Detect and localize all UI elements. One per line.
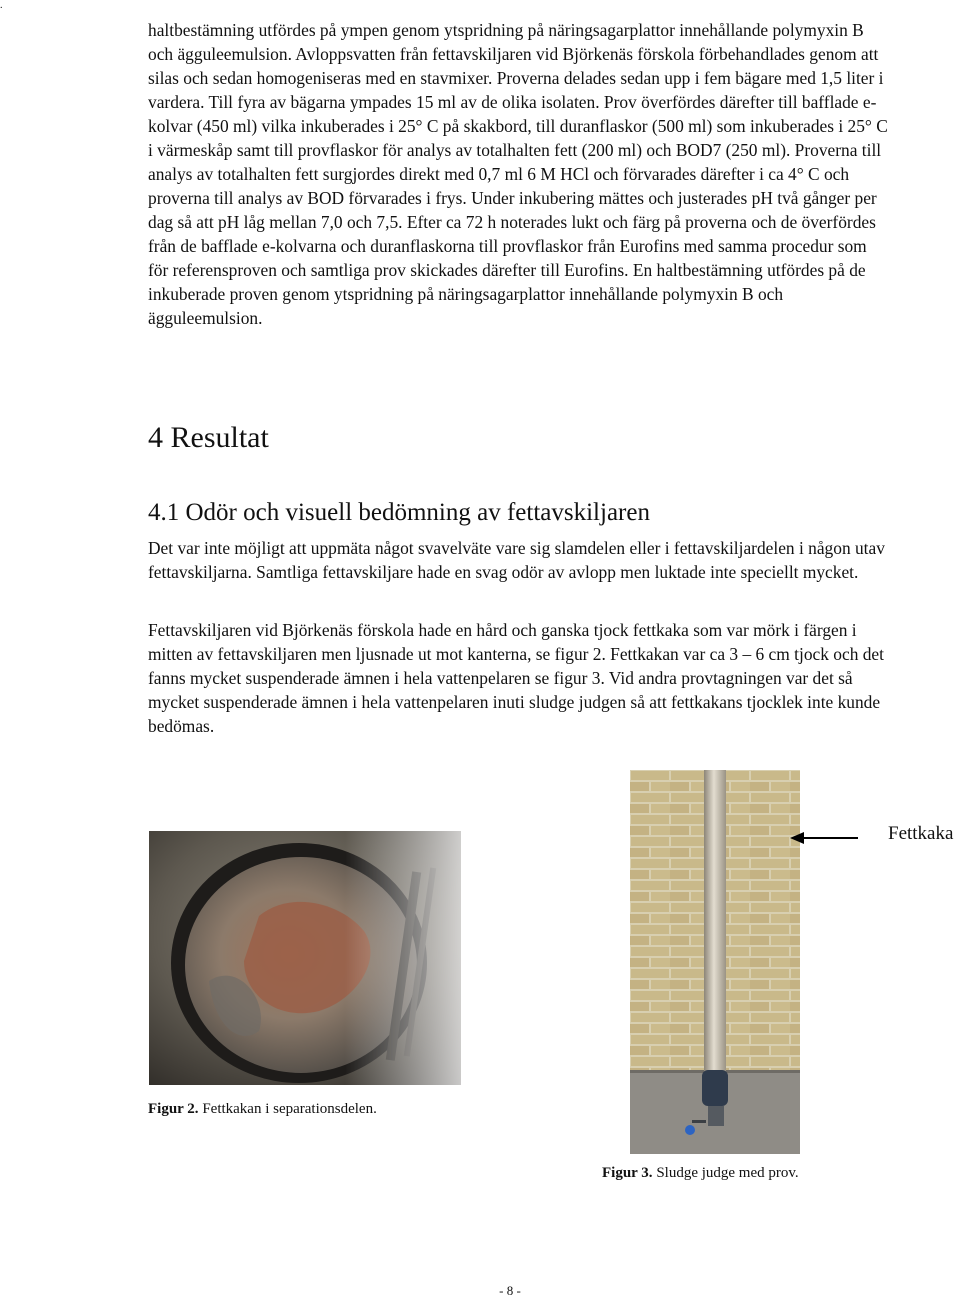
figure-3-label: Figur 3.	[602, 1165, 653, 1181]
figure-3-text: Sludge judge med prov.	[652, 1165, 799, 1181]
section-heading: 4 Resultat	[148, 421, 269, 454]
intro-paragraph: haltbestämning utfördes på ympen genom ytspridning på näringsagarplattor innehållande polymyxin B och ägguleemulsion. Avloppsvatten från fettavskiljaren vid Björkenäs förskola förbehandlades genom att silas och sedan homogeniseras med en stavmixer. Proverna delades sedan upp i fem bägare med 1,5 liter i vardera. Till fyra av bägarna ympades 15 ml av de olika isolaten. Prov överfördes därefter till bafflade e-kolvar (450 ml) vilka inkuberades i 25° C på skakbord, till duranflaskor (500 ml) som inkuberades i 25° C i värmeskåp samt till provflaskor för analys av totalhalten fett (200 ml) och BOD7 (250 ml). Proverna till analys av totalhalten fett surgjordes direkt med 0,7 ml 6 M HCl och förvarades därefter i ca 4° C och proverna till analys av BOD förvarades i frys. Under inkubering mättes och justerades pH två gånger per dag så att pH låg mellan 7,0 och 7,5. Efter ca 72 h noterades lukt och färg på proverna och de överfördes från de bafflade e-kolvarna och duranflaskorna till provflaskor från Eurofins med samma procedur som för referensproven och samtliga prov skickades därefter till Eurofins. En haltbestämning utfördes på de inkuberade proven genom ytspridning på näringsagarplattor innehållande polymyxin B och ägguleemulsion.	[148, 20, 888, 328]
figure-3-photo	[630, 770, 800, 1154]
figure-2-caption	[148, 1099, 377, 1119]
figure-2-text: Fettkakan i separationsdelen.	[198, 1101, 377, 1117]
page-number: - 8 -	[499, 1283, 521, 1298]
corner-mark: .	[0, 0, 3, 11]
figure-2-photo	[149, 831, 461, 1085]
figure-3-caption	[602, 1163, 799, 1183]
subsection-heading: 4.1 Odör och visuell bedömning av fettavskiljaren	[148, 499, 650, 526]
fettkaka-paragraph: Fettavskiljaren vid Björkenäs förskola hade en hård och ganska tjock fettkaka som var mörk i färgen i mitten av fettavskiljaren men ljusnade ut mot kanterna, se figur 2. Fettkakan var ca 3 – 6 cm tjock och det fanns mycket suspenderade ämnen i hela vattenpelaren se figur 3. Vid andra provtagningen var det så mycket suspenderade ämnen i hela vattenpelaren inuti sludge judgen så att fettkakans tjocklek inte kunde bedömas.	[148, 620, 884, 736]
arrow-icon	[790, 830, 860, 846]
fettkaka-arrow-label: Fettkaka	[888, 823, 954, 844]
figure-2-label: Figur 2.	[148, 1101, 199, 1117]
odor-paragraph: Det var inte möjligt att uppmäta något svavelväte vare sig slamdelen eller i fettavskiljardelen i någon utav fettavskiljarna. Samtliga fettavskiljare hade en svag odör av avlopp men luktade inte speciellt mycket.	[148, 538, 885, 582]
